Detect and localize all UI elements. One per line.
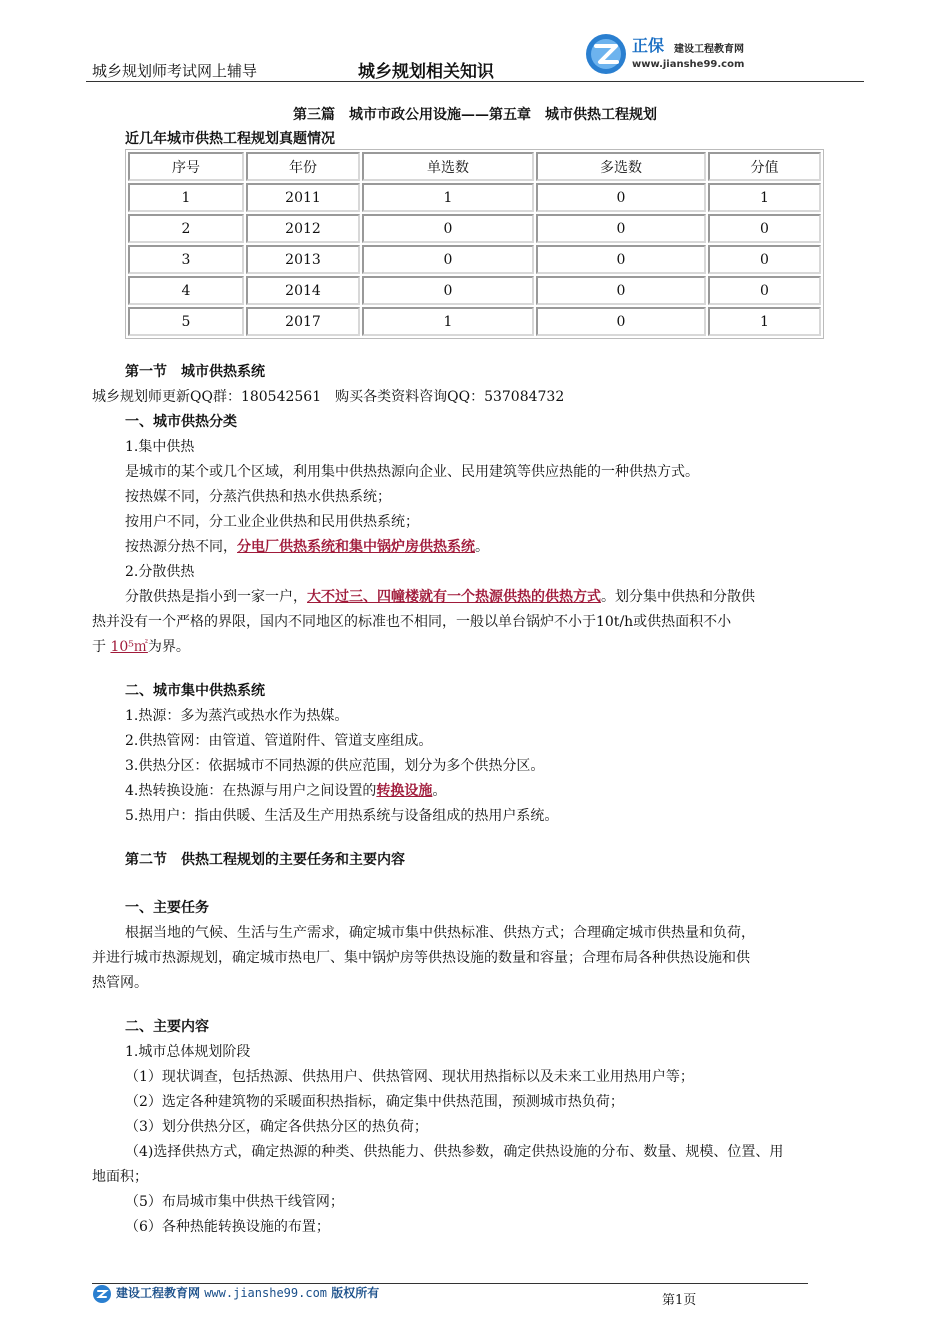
table-cell: 2017 bbox=[246, 307, 360, 336]
table-cell: 2012 bbox=[246, 214, 360, 243]
table-cell: 5 bbox=[128, 307, 244, 336]
list-item: （1）现状调查，包括热源、供热用户、供热管网、现状用热指标以及未来工业用热用户等； bbox=[125, 1069, 694, 1085]
list-item: 3.供热分区：依据城市不同热源的供应范围，划分为多个供热分区。 bbox=[125, 758, 545, 774]
table-cell: 3 bbox=[128, 245, 244, 274]
table-cell: 0 bbox=[536, 183, 706, 212]
list-item bbox=[125, 780, 446, 800]
table-row bbox=[128, 245, 821, 274]
brand-name: 正保 bbox=[632, 36, 665, 55]
paragraph: 根据当地的气候、生活与生产需求，确定城市集中供热标准、供热方式；合理确定城市供热量和负荷， bbox=[125, 925, 755, 941]
table-cell: 2011 bbox=[246, 183, 360, 212]
table-row bbox=[128, 183, 821, 212]
header-center-title: 城乡规划相关知识 bbox=[358, 62, 494, 82]
paragraph: 2.分散供热 bbox=[125, 564, 195, 580]
subsection-heading: 一、城市供热分类 bbox=[125, 414, 237, 430]
footer-logo-icon bbox=[92, 1284, 112, 1304]
table-cell: 0 bbox=[708, 276, 821, 305]
table-row bbox=[128, 214, 821, 243]
highlight-text: 分电厂供热系统和集中锅炉房供热系统 bbox=[237, 539, 475, 555]
list-item: （4)选择供热方式，确定热源的种类、供热能力、供热参数，确定供热设施的分布、数量、规模、位置、用 bbox=[125, 1144, 784, 1160]
exam-stats-table bbox=[125, 149, 824, 339]
table-header-cell: 分值 bbox=[708, 152, 821, 181]
brand-logo-icon bbox=[584, 32, 628, 76]
brand-logo bbox=[584, 30, 784, 78]
subsection-heading: 二、主要内容 bbox=[125, 1019, 209, 1035]
table-header-cell: 单选数 bbox=[362, 152, 534, 181]
table-cell: 1 bbox=[708, 307, 821, 336]
footer-rights: 版权所有 bbox=[331, 1286, 380, 1300]
highlight-text: 10⁵㎡ bbox=[110, 639, 148, 655]
list-item: 5.热用户：指由供暖、生活及生产用热系统与设备组成的热用户系统。 bbox=[125, 808, 559, 824]
list-item: （2）选定各种建筑物的采暖面积热指标，确定集中供热范围，预测城市热负荷； bbox=[125, 1094, 624, 1110]
header-left-text: 城乡规划师考试网上辅导 bbox=[92, 62, 258, 80]
table-cell: 0 bbox=[708, 214, 821, 243]
footer-url[interactable]: www.jianshe99.com bbox=[204, 1286, 328, 1300]
list-item: 地面积； bbox=[92, 1169, 148, 1185]
paragraph: 并进行城市热源规划，确定城市热电厂、集中锅炉房等供热设施的数量和容量；合理布局各种供热设施和供 bbox=[92, 950, 750, 966]
section-heading: 第一节 城市供热系统 bbox=[125, 364, 265, 380]
text-span: 。 bbox=[432, 783, 447, 799]
table-cell: 0 bbox=[362, 245, 534, 274]
list-item: （6）各种热能转换设施的布置； bbox=[125, 1219, 330, 1235]
brand-url: www.jianshe99.com bbox=[632, 59, 745, 70]
highlight-text: 大不过三、四幢楼就有一个热源供热的供热方式 bbox=[307, 589, 601, 605]
highlight-text: 转换设施 bbox=[376, 783, 433, 799]
table-header-cell: 序号 bbox=[128, 152, 244, 181]
table-title: 近几年城市供热工程规划真题情况 bbox=[125, 131, 335, 147]
text-span: 为界。 bbox=[147, 639, 190, 655]
table-cell: 2013 bbox=[246, 245, 360, 274]
paragraph: 按用户不同，分工业企业供热和民用供热系统； bbox=[125, 514, 419, 530]
paragraph: 热管网。 bbox=[92, 975, 148, 991]
section-heading: 第二节 供热工程规划的主要任务和主要内容 bbox=[125, 852, 405, 868]
page-title: 第三篇 城市市政公用设施——第五章 城市供热工程规划 bbox=[293, 107, 657, 123]
table-cell: 1 bbox=[708, 183, 821, 212]
footer-copyright bbox=[116, 1284, 379, 1301]
header-divider bbox=[86, 81, 864, 82]
paragraph: 按热媒不同，分蒸汽供热和热水供热系统； bbox=[125, 489, 391, 505]
brand-subtitle: 建设工程教育网 bbox=[674, 44, 744, 55]
paragraph: 1.城市总体规划阶段 bbox=[125, 1044, 251, 1060]
table-header-cell: 年份 bbox=[246, 152, 360, 181]
qq-contact-line: 城乡规划师更新QQ群：180542561 购买各类资料咨询QQ：537084732 bbox=[92, 389, 565, 405]
table-header-row bbox=[128, 152, 821, 181]
table-cell: 0 bbox=[708, 245, 821, 274]
text-span: 分散供热是指小到一家一户， bbox=[125, 589, 307, 605]
list-item: 1.热源：多为蒸汽或热水作为热媒。 bbox=[125, 708, 349, 724]
subsection-heading: 一、主要任务 bbox=[125, 900, 209, 916]
paragraph: 热并没有一个严格的界限，国内不同地区的标准也不相同，一般以单台锅炉不小于10t/h或供热面积不小 bbox=[92, 614, 732, 630]
text-span: 4.热转换设施：在热源与用户之间设置的 bbox=[125, 783, 377, 799]
table-cell: 0 bbox=[536, 276, 706, 305]
page-number: 第1页 bbox=[662, 1293, 697, 1308]
text-span: 。 bbox=[475, 539, 489, 555]
list-item: （3）划分供热分区，确定各供热分区的热负荷； bbox=[125, 1119, 428, 1135]
table-cell: 1 bbox=[362, 307, 534, 336]
paragraph: 1.集中供热 bbox=[125, 439, 195, 455]
table-cell: 0 bbox=[362, 276, 534, 305]
list-item: （5）布局城市集中供热干线管网； bbox=[125, 1194, 344, 1210]
subsection-heading: 二、城市集中供热系统 bbox=[125, 683, 265, 699]
table-row bbox=[128, 307, 821, 336]
table-cell: 4 bbox=[128, 276, 244, 305]
text-span: 按热源分热不同， bbox=[125, 539, 237, 555]
list-item: 2.供热管网：由管道、管道附件、管道支座组成。 bbox=[125, 733, 433, 749]
table-cell: 0 bbox=[362, 214, 534, 243]
paragraph bbox=[125, 536, 489, 556]
table-header-cell: 多选数 bbox=[536, 152, 706, 181]
table-cell: 0 bbox=[536, 307, 706, 336]
paragraph bbox=[92, 636, 190, 656]
text-span: 于 bbox=[92, 639, 111, 655]
table-cell: 1 bbox=[128, 183, 244, 212]
table-cell: 0 bbox=[536, 245, 706, 274]
table-cell: 0 bbox=[536, 214, 706, 243]
text-span: 。划分集中供热和分散供 bbox=[601, 589, 755, 605]
paragraph: 是城市的某个或几个区域，利用集中供热热源向企业、民用建筑等供应热能的一种供热方式。 bbox=[125, 464, 699, 480]
footer-site: 建设工程教育网 bbox=[116, 1286, 201, 1300]
paragraph bbox=[125, 586, 755, 606]
table-cell: 1 bbox=[362, 183, 534, 212]
table-cell: 2 bbox=[128, 214, 244, 243]
table-cell: 2014 bbox=[246, 276, 360, 305]
table-row bbox=[128, 276, 821, 305]
